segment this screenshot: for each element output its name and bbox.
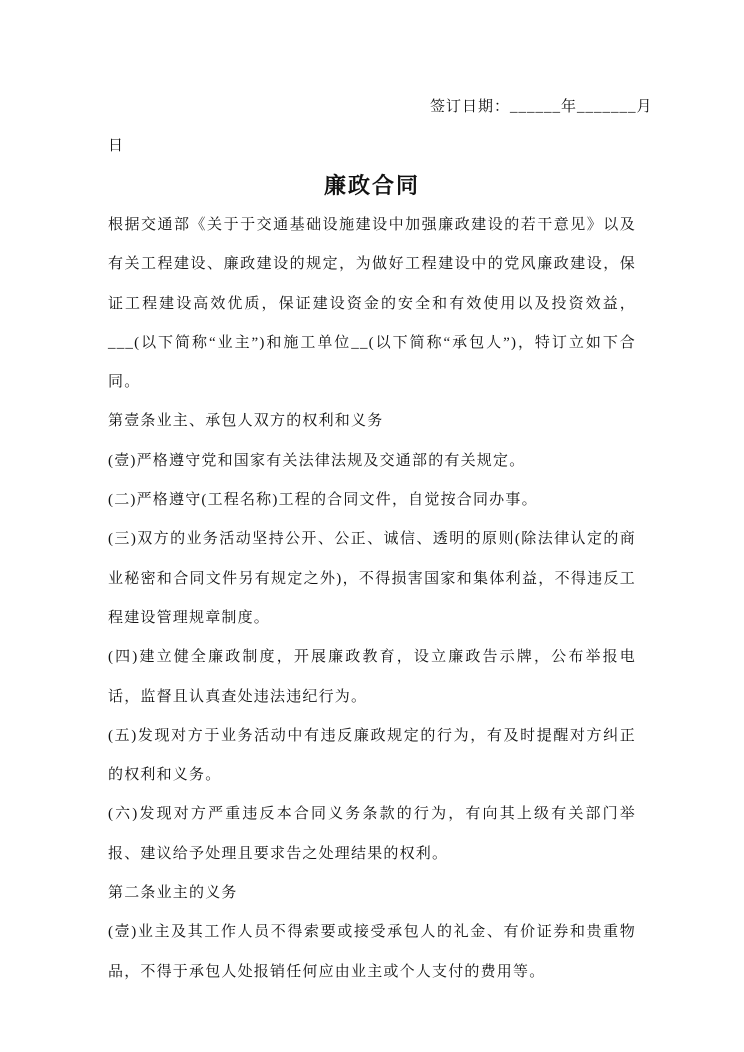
contract-clause-1-item-4: (四)建立健全廉政制度，开展廉政教育，设立廉政告示牌，公布举报电话，监督且认真查处违法违纪行为。 — [108, 649, 636, 705]
document-title: 廉政合同 — [323, 173, 420, 198]
contract-clause-2-item-1: (壹)业主及其工作人员不得索要或接受承包人的礼金、有价证券和贵重物品，不得于承包人处报销任何应由业主或个人支付的费用等。 — [108, 924, 636, 980]
contract-clause-1-heading: 第壹条业主、承包人双方的权利和义务 — [108, 413, 384, 430]
contract-clause-2-heading: 第二条业主的义务 — [108, 885, 238, 902]
contract-clause-1-item-3: (三)双方的业务活动坚持公开、公正、诚信、透明的原则(除法律认定的商业秘密和合同文件另有规定之外)，不得损害国家和集体利益，不得违反工程建设管理规章制度。 — [108, 531, 636, 626]
contract-paragraph-intro: 根据交通部《关于于交通基础设施建设中加强廉政建设的若干意见》以及有关工程建设、廉政建设的规定，为做好工程建设中的党风廉政建设，保证工程建设高效优质，保证建设资金的安全和有效使用以及投资效益，___(以下简称“业主”)和施工单位__(以下简称“承包人”)，特订立如下合同。 — [108, 217, 636, 391]
contract-clause-1-item-2: (二)严格遵守(工程名称)工程的合同文件，自觉按合同办事。 — [108, 492, 538, 509]
contract-clause-1-item-6: (六)发现对方严重违反本合同义务条款的行为，有向其上级有关部门举报、建议给予处理且要求告之处理结果的权利。 — [108, 806, 636, 862]
contract-clause-1-item-5: (五)发现对方于业务活动中有违反廉政规定的行为，有及时提醒对方纠正的权利和义务。 — [108, 727, 636, 784]
signing-date-line: 签订日期：______年_______月 — [430, 99, 653, 115]
contract-clause-1-item-1: (壹)严格遵守党和国家有关法律法规及交通部的有关规定。 — [108, 452, 526, 469]
signing-date-overflow: 日 — [108, 138, 125, 154]
